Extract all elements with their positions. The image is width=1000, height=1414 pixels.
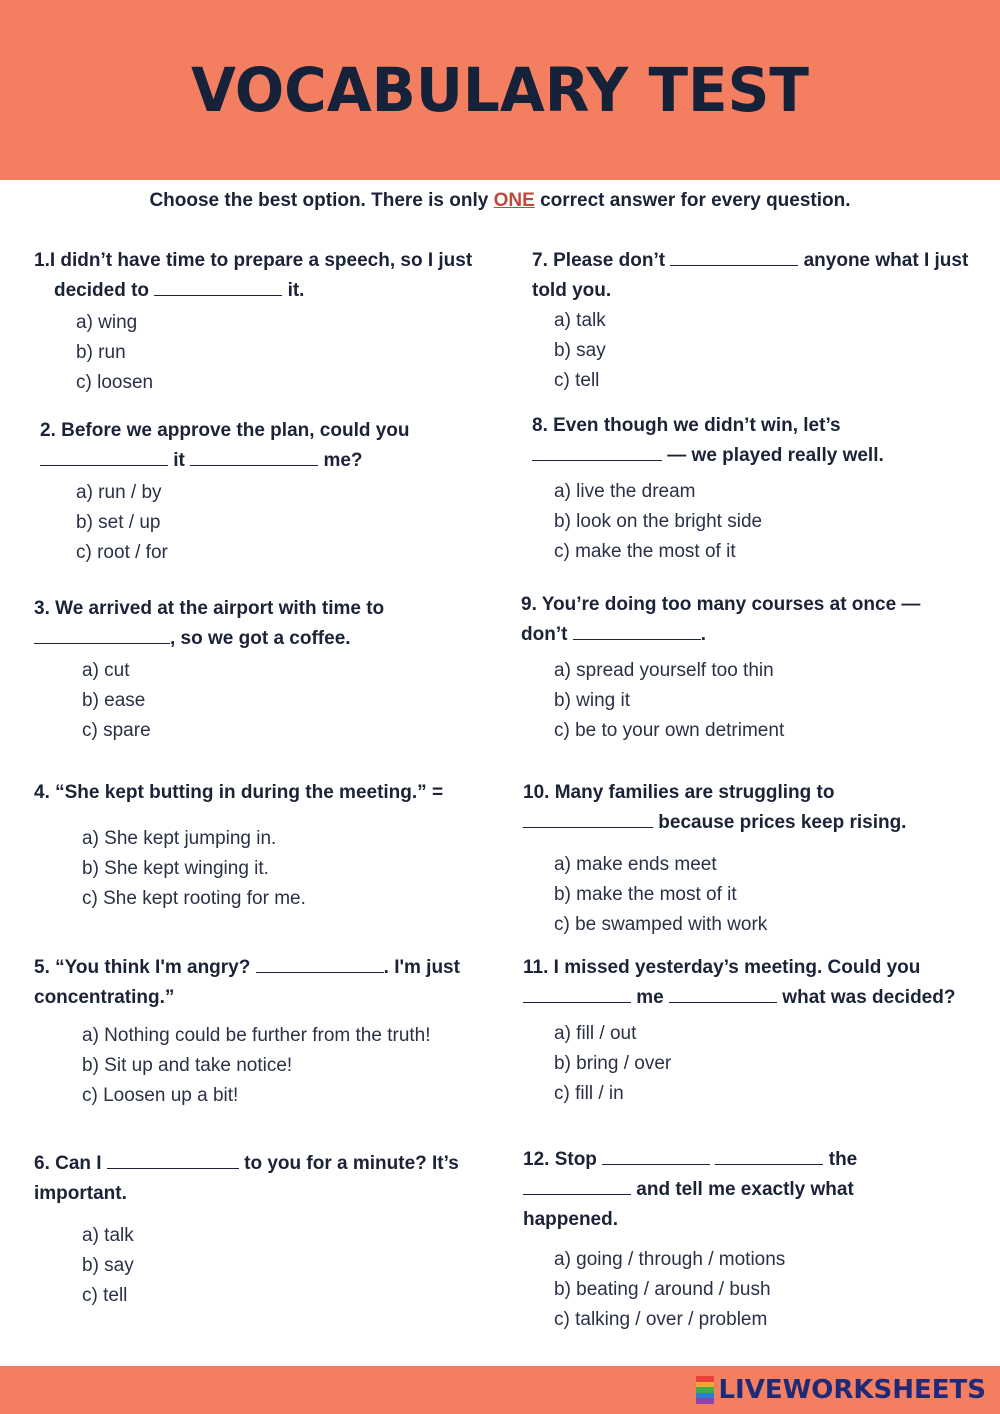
option[interactable]: b) wing it: [554, 690, 631, 711]
option[interactable]: c) be swamped with work: [554, 914, 768, 935]
question-text: 3. We arrived at the airport with time to: [34, 598, 385, 619]
question-3: [34, 594, 454, 746]
question-text: 10. Many families are struggling to: [523, 782, 835, 803]
question-8: [532, 411, 952, 567]
option[interactable]: a) spread yourself too thin: [554, 660, 774, 681]
option[interactable]: a) talk: [554, 310, 606, 331]
question-text: 8. Even though we didn’t win, let’s: [532, 415, 841, 436]
question-text: 6. Can I: [34, 1153, 107, 1174]
answer-blank[interactable]: [532, 442, 662, 461]
question-11: [523, 953, 983, 1109]
option[interactable]: c) loosen: [76, 372, 154, 393]
question-1-stem: [34, 246, 504, 306]
answer-blank[interactable]: [34, 625, 170, 644]
option[interactable]: a) She kept jumping in.: [82, 828, 277, 849]
option[interactable]: a) talk: [82, 1225, 134, 1246]
question-2: [40, 416, 480, 568]
option[interactable]: b) Sit up and take notice!: [82, 1055, 293, 1076]
option[interactable]: b) set / up: [76, 512, 161, 533]
answer-blank[interactable]: [256, 954, 384, 973]
option[interactable]: b) say: [82, 1255, 134, 1276]
answer-blank[interactable]: [40, 447, 168, 466]
page-title: VOCABULARY TEST: [191, 54, 809, 126]
instructions-text-end: correct answer for every question.: [534, 190, 851, 211]
option[interactable]: b) bring / over: [554, 1053, 672, 1074]
option[interactable]: a) going / through / motions: [554, 1249, 786, 1270]
instructions: [0, 190, 1000, 212]
question-text: and tell me exactly what happened.: [523, 1179, 854, 1230]
option[interactable]: c) make the most of it: [554, 541, 736, 562]
question-4-stem: [34, 778, 504, 808]
answer-blank[interactable]: [715, 1146, 823, 1165]
answer-blank[interactable]: [154, 277, 282, 296]
question-7: [532, 246, 972, 396]
question-text: what was decided?: [777, 987, 956, 1008]
option[interactable]: b) She kept winging it.: [82, 858, 269, 879]
answer-blank[interactable]: [523, 809, 653, 828]
option[interactable]: c) fill / in: [554, 1083, 624, 1104]
answer-blank[interactable]: [523, 984, 631, 1003]
answer-blank[interactable]: [669, 984, 777, 1003]
question-3-stem: [34, 594, 454, 654]
question-1: [34, 246, 504, 398]
option[interactable]: b) beating / around / bush: [554, 1279, 771, 1300]
question-10-stem: [523, 778, 943, 838]
question-text: 9. You’re doing too many courses at once — don’t: [521, 594, 921, 645]
question-7-stem: [532, 246, 972, 306]
option[interactable]: c) be to your own detriment: [554, 720, 785, 741]
question-text: 2. Before we approve the plan, could you: [40, 420, 410, 441]
option[interactable]: c) spare: [82, 720, 151, 741]
question-text: anyone what I just told you.: [532, 250, 969, 301]
option[interactable]: a) live the dream: [554, 481, 696, 502]
option[interactable]: a) Nothing could be further from the truth!: [82, 1025, 431, 1046]
question-5: [34, 953, 494, 1111]
question-text: it.: [282, 280, 305, 301]
answer-blank[interactable]: [573, 621, 701, 640]
option[interactable]: a) wing: [76, 312, 138, 333]
option[interactable]: a) fill / out: [554, 1023, 637, 1044]
brand-text: LIVEWORKSHEETS: [718, 1375, 986, 1405]
question-10: [523, 778, 943, 940]
question-text: it: [168, 450, 191, 471]
question-4: [34, 778, 504, 914]
question-text: 4. “She kept butting in during the meeting.” =: [34, 782, 444, 803]
question-text: to you for a minute? It’s important.: [34, 1153, 459, 1204]
question-text: me: [631, 987, 670, 1008]
answer-blank[interactable]: [602, 1146, 710, 1165]
question-6: [34, 1149, 494, 1311]
brand-link[interactable]: [696, 1372, 986, 1408]
question-text: because prices keep rising.: [653, 812, 907, 833]
question-text: 11. I missed yesterday’s meeting. Could you: [523, 957, 921, 978]
option[interactable]: c) root / for: [76, 542, 168, 563]
question-text: . I'm just concentrating.”: [34, 957, 460, 1008]
question-text: , so we got a coffee.: [170, 628, 351, 649]
option[interactable]: a) run / by: [76, 482, 162, 503]
answer-blank[interactable]: [670, 247, 798, 266]
question-5-stem: [34, 953, 494, 1013]
option[interactable]: b) look on the bright side: [554, 511, 763, 532]
option[interactable]: c) tell: [82, 1285, 128, 1306]
question-text: me?: [318, 450, 363, 471]
question-text: — we played really well.: [662, 445, 884, 466]
liveworksheets-logo-icon: [696, 1376, 714, 1404]
option[interactable]: b) ease: [82, 690, 146, 711]
question-11-stem: [523, 953, 983, 1013]
question-text: 12. Stop: [523, 1149, 603, 1170]
question-6-stem: [34, 1149, 494, 1209]
question-text: the: [823, 1149, 858, 1170]
option[interactable]: a) make ends meet: [554, 854, 717, 875]
option[interactable]: c) talking / over / problem: [554, 1309, 768, 1330]
answer-blank[interactable]: [523, 1176, 631, 1195]
question-text: .: [700, 624, 706, 645]
option[interactable]: b) make the most of it: [554, 884, 737, 905]
option[interactable]: c) tell: [554, 370, 600, 391]
option[interactable]: c) She kept rooting for me.: [82, 888, 306, 909]
option[interactable]: b) run: [76, 342, 126, 363]
answer-blank[interactable]: [190, 447, 318, 466]
question-12-stem: [523, 1145, 903, 1235]
option[interactable]: a) cut: [82, 660, 130, 681]
question-text: 7. Please don’t: [532, 250, 671, 271]
logo-stripe: [696, 1398, 714, 1404]
instructions-text: Choose the best option. There is only: [149, 190, 494, 211]
instructions-highlight: ONE: [493, 190, 535, 211]
question-text: 1.I didn’t have time to prepare a speech, so I just decided to: [34, 250, 473, 301]
question-9-stem: [521, 590, 951, 650]
question-2-stem: [40, 416, 480, 476]
question-text: 5. “You think I'm angry?: [34, 957, 256, 978]
answer-blank[interactable]: [107, 1150, 239, 1169]
question-12: [523, 1145, 903, 1335]
question-9: [521, 590, 951, 746]
option[interactable]: b) say: [554, 340, 606, 361]
question-8-stem: [532, 411, 952, 471]
option[interactable]: c) Loosen up a bit!: [82, 1085, 239, 1106]
